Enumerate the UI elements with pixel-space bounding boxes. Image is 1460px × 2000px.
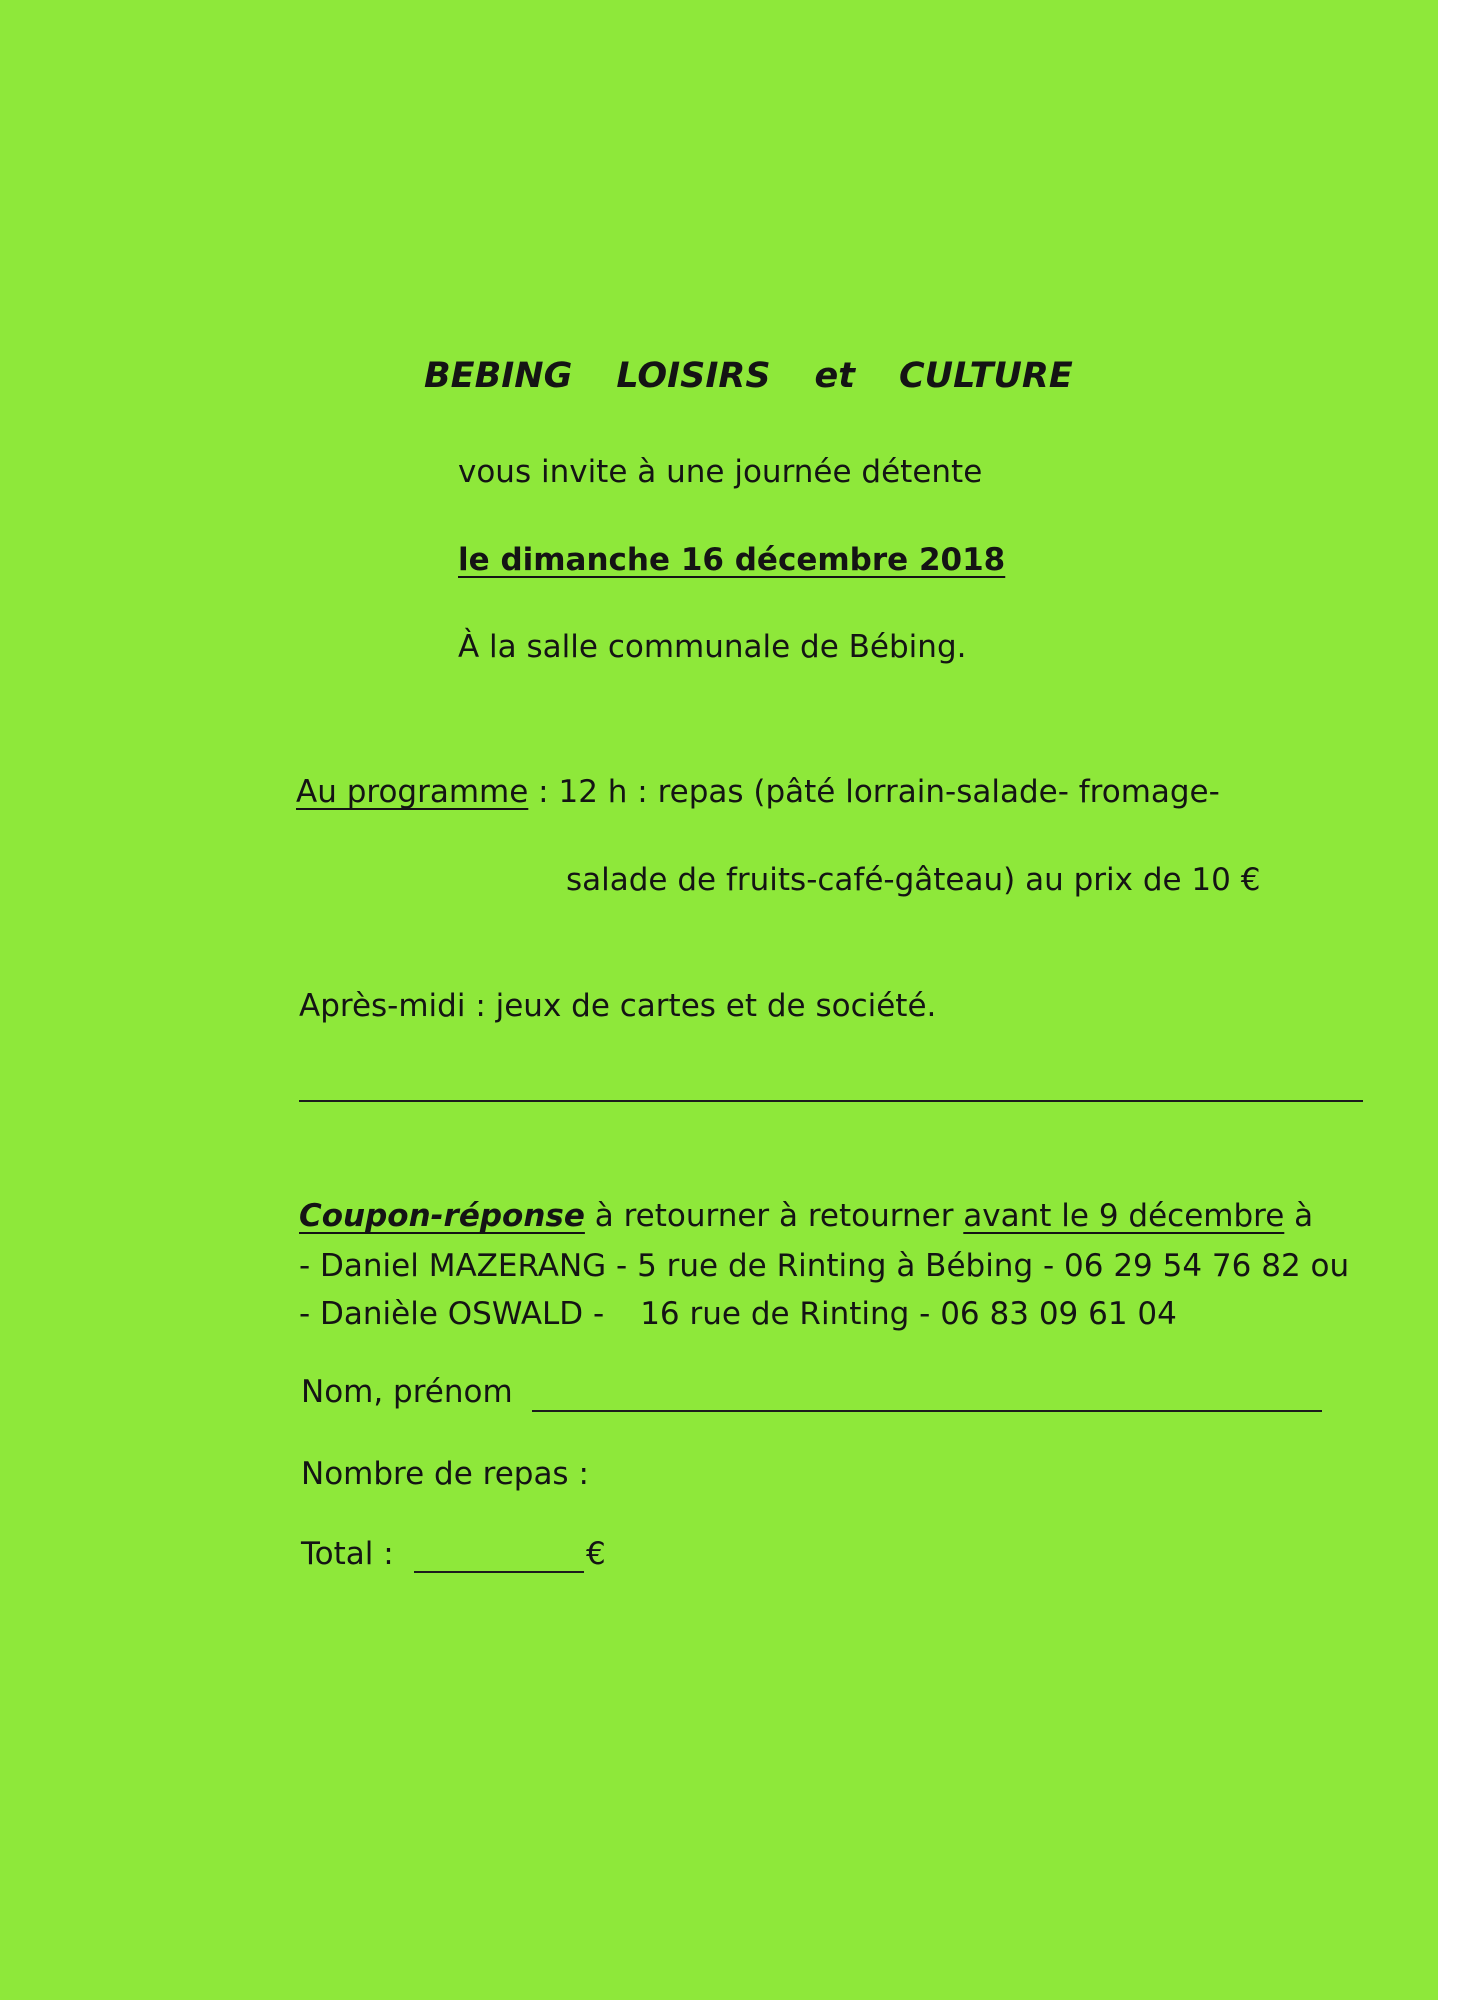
event-venue: À la salle communale de Bébing. [458, 629, 967, 665]
name-field-label: Nom, prénom [301, 1374, 513, 1410]
coupon-label: Coupon-réponse [299, 1198, 585, 1234]
meals-field-label: Nombre de repas : [301, 1456, 589, 1492]
flyer-title [424, 356, 1117, 396]
coupon-instruction-end: à [1284, 1198, 1314, 1234]
title-word-et: et [814, 356, 855, 396]
total-field-blank [414, 1571, 584, 1573]
name-field-blank [532, 1410, 1322, 1412]
coupon-instruction: à retourner à retourner [584, 1198, 964, 1234]
contact2-address: 16 rue de Rinting - 06 83 09 61 04 [640, 1296, 1177, 1332]
total-field-label: Total : [301, 1536, 394, 1572]
programme-line-1 [296, 772, 1220, 812]
programme-afternoon: Après-midi : jeux de cartes et de société. [299, 988, 937, 1024]
programme-line-2: salade de fruits-café-gâteau) au prix de 10 € [566, 862, 1261, 898]
title-word-bebing: BEBING [424, 356, 573, 396]
programme-label: Au programme [296, 774, 529, 810]
cut-line-divider [299, 1100, 1363, 1102]
programme-lunch: : 12 h : repas (pâté lorrain-salade- fromage- [528, 774, 1220, 810]
contact-daniele-oswald [299, 1294, 1177, 1334]
total-currency: € [586, 1536, 606, 1572]
coupon-heading [299, 1196, 1313, 1236]
event-date: le dimanche 16 décembre 2018 [458, 542, 1006, 578]
invite-line: vous invite à une journée détente [458, 454, 983, 490]
contact-daniel-mazerang: - Daniel MAZERANG - 5 rue de Rinting à Bébing - 06 29 54 76 82 ou [299, 1248, 1350, 1284]
contact2-name: - Danièle OSWALD - [299, 1296, 605, 1332]
title-word-loisirs: LOISIRS [616, 356, 771, 396]
coupon-deadline: avant le 9 décembre [963, 1198, 1285, 1234]
title-word-culture: CULTURE [899, 356, 1073, 396]
